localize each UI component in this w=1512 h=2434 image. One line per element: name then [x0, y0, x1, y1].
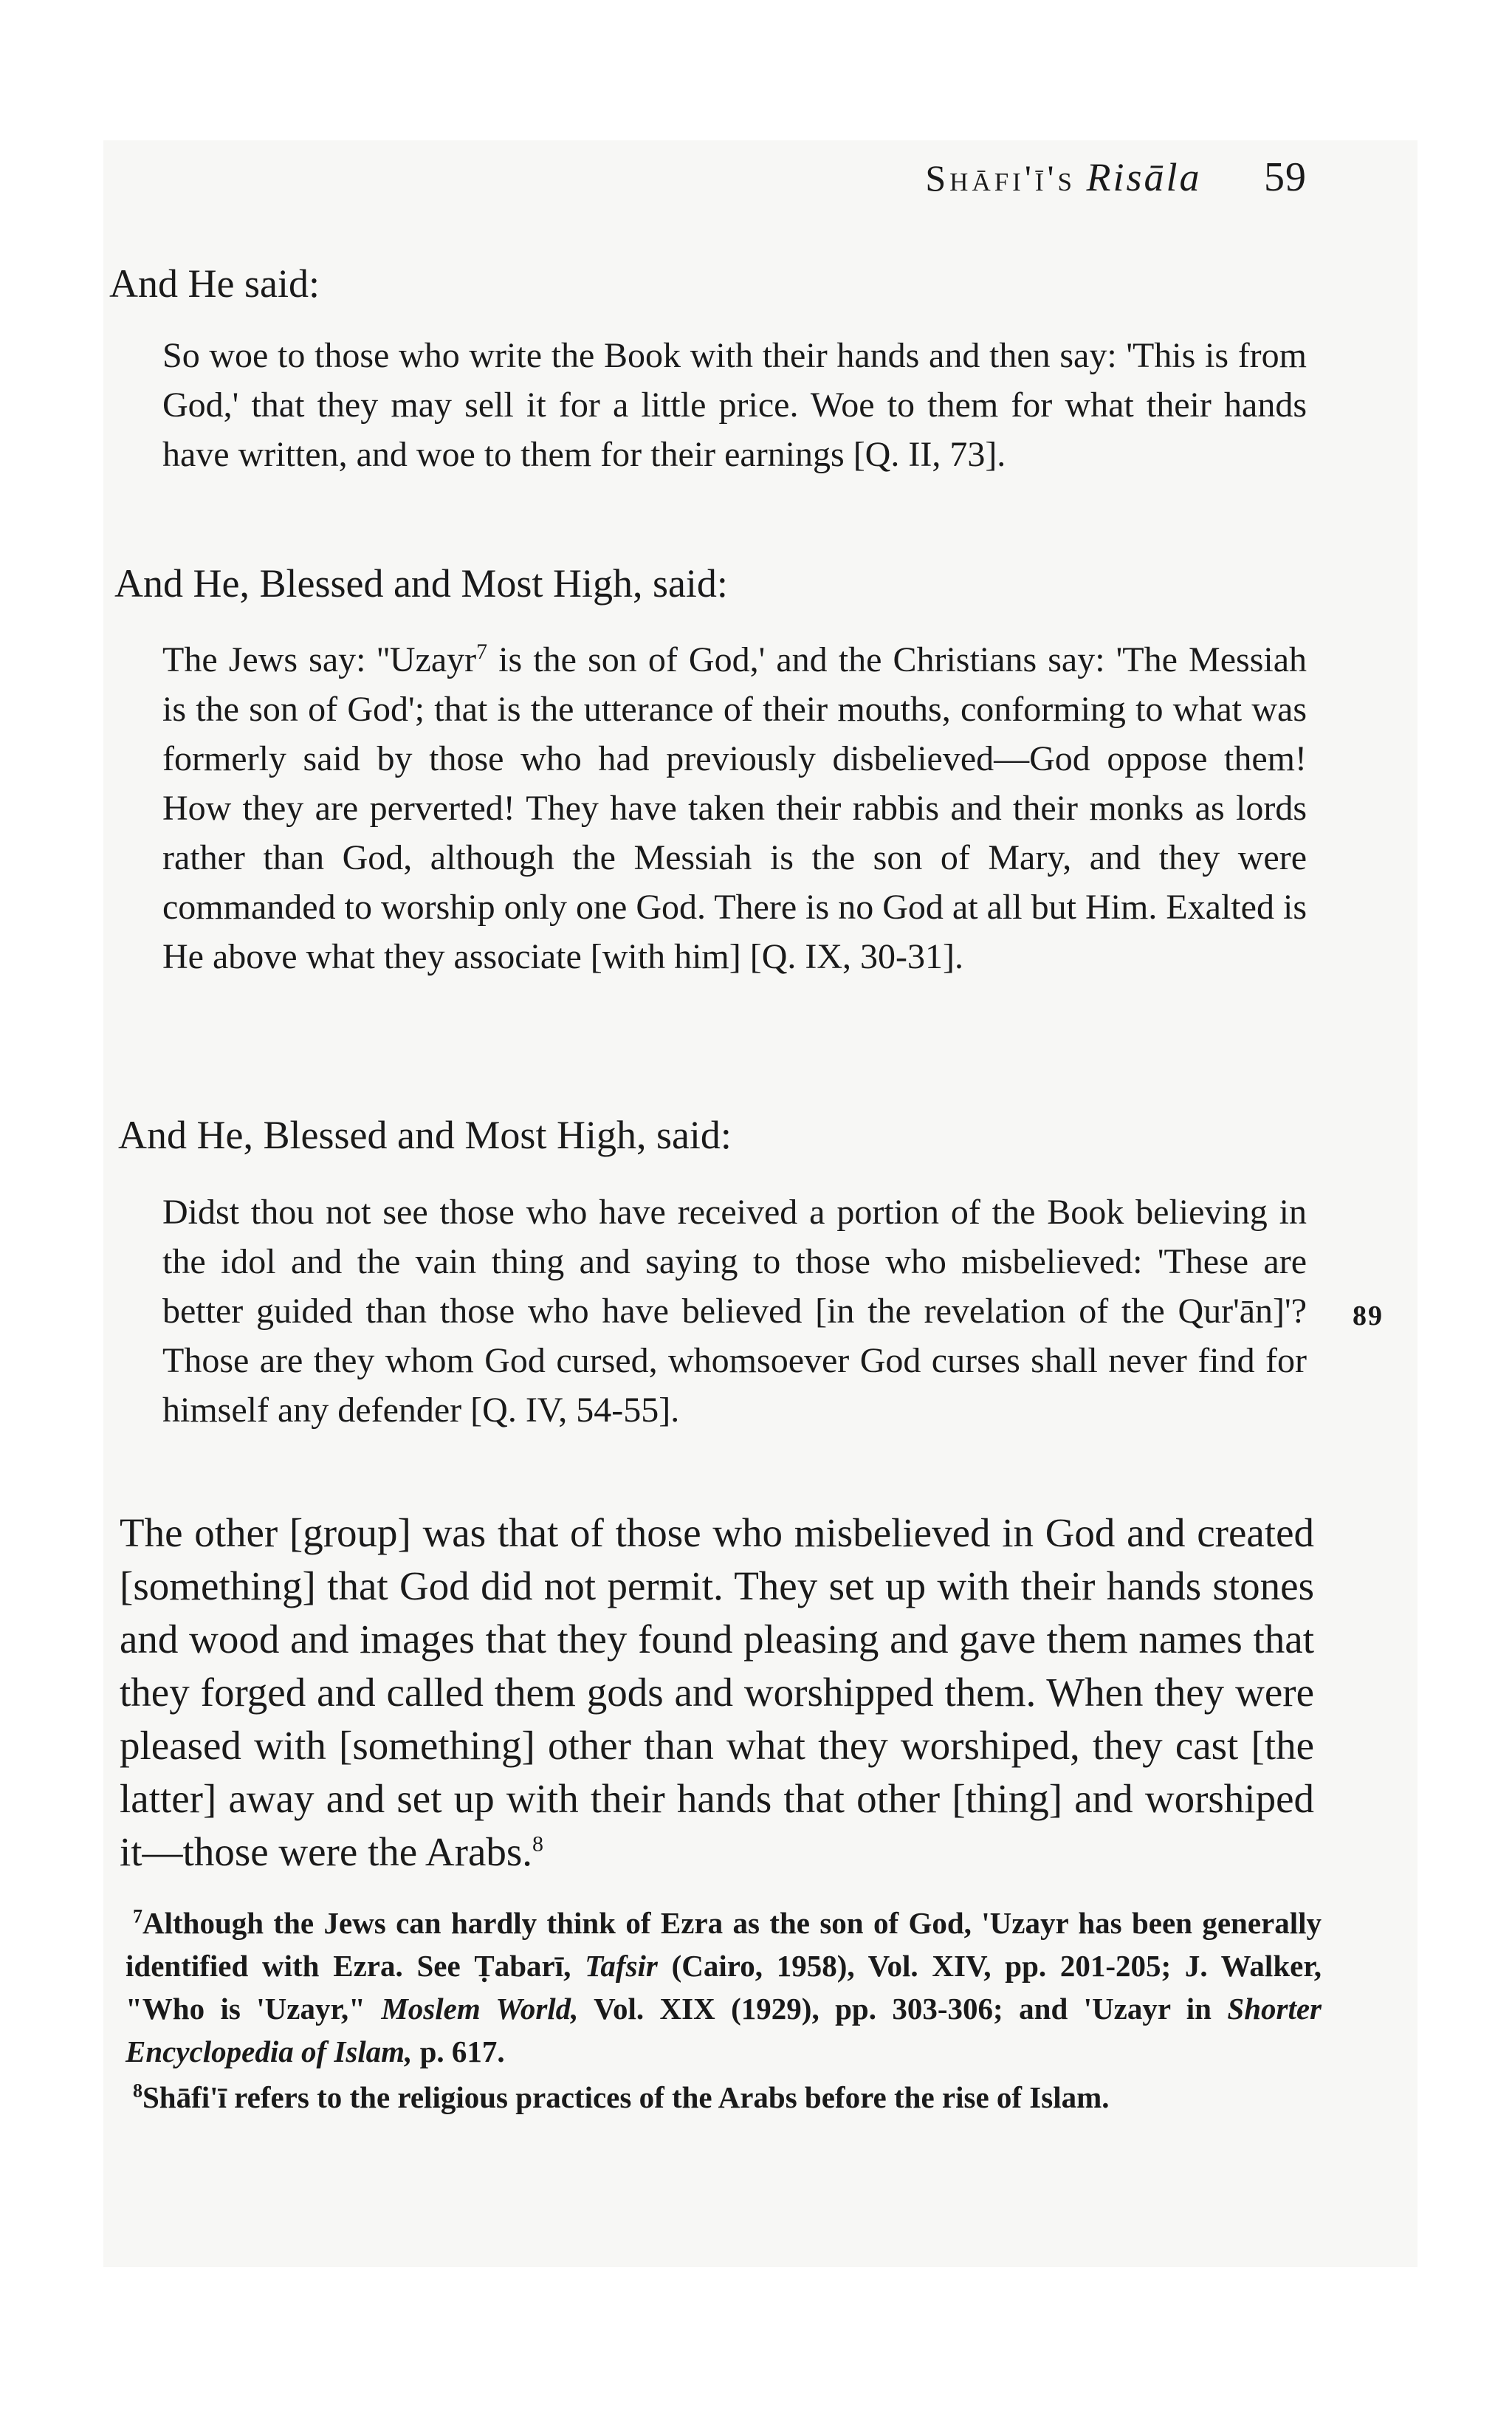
body-paragraph [120, 1506, 1314, 1879]
footnote-7-title-1: Tafsir [585, 1949, 658, 1983]
footnote-ref-7: 7 [476, 640, 488, 664]
footnote-8-text: Shāfi'ī refers to the religious practices of the Arabs before the rise of Islam. [142, 2080, 1110, 2114]
running-head-title: Risāla [1086, 155, 1202, 199]
body-paragraph-text: The other [group] was that of those who misbelieved in God and created [something] that God did not permit. They set up with their hands stones and wood and images that they found pleasing and gave them names that they forged and called them gods and worshipped them. When they were pleased with [something] other than what they worshiped, they cast [the latter] away and set up with their hands that other [thing] and worshiped it—those were the Arabs. [120, 1510, 1314, 1874]
intro-line-2: And He, Blessed and Most High, said: [114, 561, 728, 606]
footnote-7-text-a: Although the Jews can hardly think of Ezra as the son of God, 'Uzayr has been generally identified with Ezra. See Ṭabarī, [126, 1906, 1322, 1983]
intro-line-3: And He, Blessed and Most High, said: [118, 1113, 732, 1157]
intro-line-1: And He said: [109, 261, 320, 306]
footnote-7-title-2: Moslem World, [381, 1992, 579, 2026]
quote-2 [162, 635, 1307, 981]
footnote-7-mark: 7 [133, 1905, 142, 1927]
footnote-8-mark: 8 [133, 2080, 142, 2102]
footnote-7-text-d: p. 617. [412, 2034, 505, 2068]
running-head [775, 154, 1307, 201]
footnote-ref-8: 8 [532, 1831, 544, 1857]
page-number: 59 [1264, 154, 1307, 200]
footnote-7-text-b: (Cairo, 1958), Vol. XIV, pp. 201-205; J. Walker, "Who is 'Uzayr," [126, 1949, 1322, 2026]
footnotes [126, 1902, 1322, 2122]
running-head-author: Shāfi'ī's [925, 157, 1076, 199]
footnote-7 [126, 1902, 1322, 2073]
quote-2-text-b: is the son of God,' and the Christians say: 'The Messiah is the son of God'; that is the utterance of their mouths, conforming to what was formerly said by those who had previously disbelieved—God oppose them! How they are perverted! They have taken their rabbis and their monks as lords rather than God, although the Messiah is the son of Mary, and they were commanded to worship only one God. There is no God at all but Him. Exalted is He above what they associate [with him] [Q. IX, 30-31]. [162, 640, 1307, 976]
quote-3: Didst thou not see those who have received a portion of the Book believing in the idol and the vain thing and saying to those who misbelieved: 'These are better guided than those who have believed [in the revelation of the Qur'ān]'? Those are they whom God cursed, whomsoever God curses shall never find for himself any defender [Q. IV, 54-55]. [162, 1193, 1307, 1430]
quote-2-text-a: The Jews say: ''Uzayr [162, 640, 477, 679]
footnote-7-title-3: Shorter Encyclopedia of Islam, [126, 1992, 1322, 2068]
margin-reference-number: 89 [1353, 1300, 1384, 1331]
footnote-7-text-c: Vol. XIX (1929), pp. 303-306; and 'Uzayr in [578, 1992, 1228, 2026]
quote-1: So woe to those who write the Book with their hands and then say: 'This is from God,' that they may sell it for a little price. Woe to them for what their hands have written, and woe to them for their earnings [Q. II, 73]. [162, 336, 1307, 474]
footnote-8 [126, 2076, 1322, 2119]
